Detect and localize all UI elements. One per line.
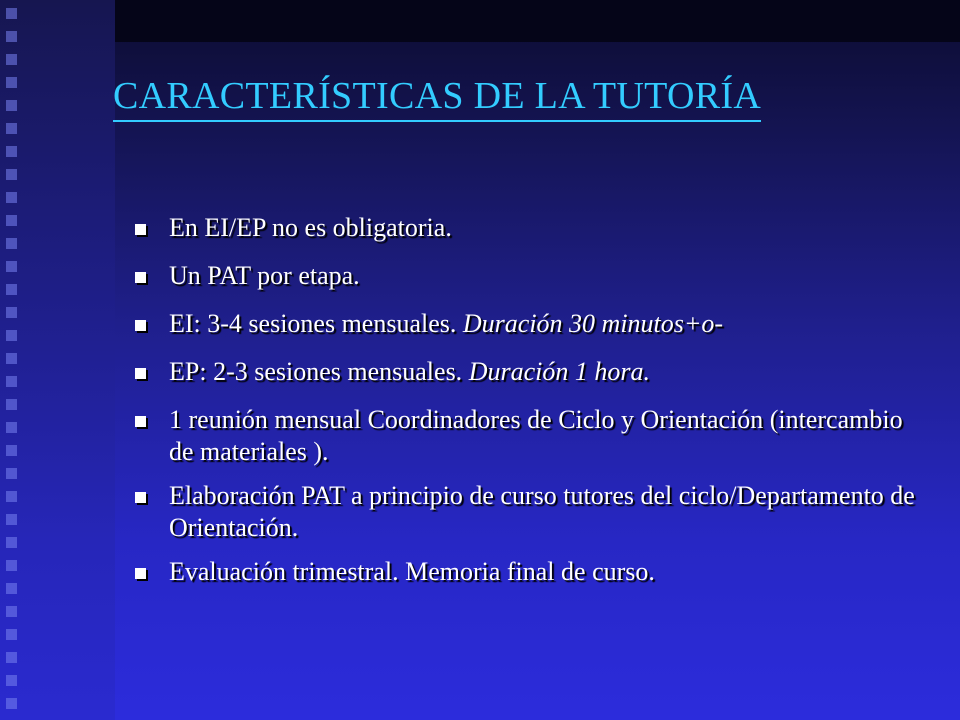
square-bullet-icon: [135, 368, 146, 379]
bullet-text: Elaboración PAT a principio de curso tutores del ciclo/Departamento de Orientación.: [169, 481, 915, 542]
decorative-squares-column: [0, 0, 26, 720]
slide-title-rest: DE LA TUTORÍA: [463, 75, 762, 117]
decorative-square: [6, 514, 17, 525]
decorative-square: [6, 192, 17, 203]
decorative-square: [6, 376, 17, 387]
decorative-square: [6, 652, 17, 663]
decorative-square: [6, 698, 17, 709]
decorative-square: [6, 31, 17, 42]
decorative-square: [6, 445, 17, 456]
slide-title: [113, 72, 761, 122]
bullet-text: Un PAT por etapa.: [169, 261, 360, 290]
decorative-square: [6, 330, 17, 341]
slide-title-main: CARACTERÍSTICAS: [113, 75, 464, 117]
bullet-italic-text: Duración 30 minutos+o-: [462, 309, 724, 338]
bullet-text: 1 reunión mensual Coordinadores de Ciclo y Orientación (intercambio de materiales ).: [169, 405, 903, 466]
decorative-square: [6, 100, 17, 111]
bullet-text: EP: 2-3 sesiones mensuales.: [169, 357, 469, 386]
decorative-square: [6, 537, 17, 548]
decorative-square: [6, 261, 17, 272]
decorative-square: [6, 54, 17, 65]
bullet-italic-text: Duración 1 hora.: [468, 357, 650, 386]
bullet-item: [133, 212, 923, 244]
decorative-square: [6, 468, 17, 479]
square-bullet-icon: [135, 224, 146, 235]
bullet-item: [133, 480, 923, 544]
decorative-square: [6, 675, 17, 686]
left-decorative-strip: [0, 0, 115, 720]
decorative-square: [6, 491, 17, 502]
decorative-square: [6, 169, 17, 180]
square-bullet-icon: [135, 568, 146, 579]
decorative-square: [6, 583, 17, 594]
bullet-item: [133, 308, 923, 340]
decorative-square: [6, 560, 17, 571]
square-bullet-icon: [135, 492, 146, 503]
top-band: [115, 0, 960, 42]
square-bullet-icon: [135, 272, 146, 283]
bullet-item: [133, 356, 923, 388]
decorative-square: [6, 146, 17, 157]
decorative-square: [6, 399, 17, 410]
bullet-item: [133, 556, 923, 588]
decorative-square: [6, 629, 17, 640]
decorative-square: [6, 238, 17, 249]
decorative-square: [6, 123, 17, 134]
square-bullet-icon: [135, 416, 146, 427]
decorative-square: [6, 8, 17, 19]
bullet-text: En EI/EP no es obligatoria.: [169, 213, 452, 242]
bullet-list: [133, 212, 923, 604]
decorative-square: [6, 353, 17, 364]
bullet-text: EI: 3-4 sesiones mensuales.: [169, 309, 463, 338]
bullet-item: [133, 404, 923, 468]
decorative-square: [6, 215, 17, 226]
bullet-item: [133, 260, 923, 292]
square-bullet-icon: [135, 320, 146, 331]
decorative-square: [6, 307, 17, 318]
decorative-square: [6, 284, 17, 295]
decorative-square: [6, 77, 17, 88]
decorative-square: [6, 606, 17, 617]
decorative-square: [6, 422, 17, 433]
bullet-text: Evaluación trimestral. Memoria final de curso.: [169, 557, 655, 586]
